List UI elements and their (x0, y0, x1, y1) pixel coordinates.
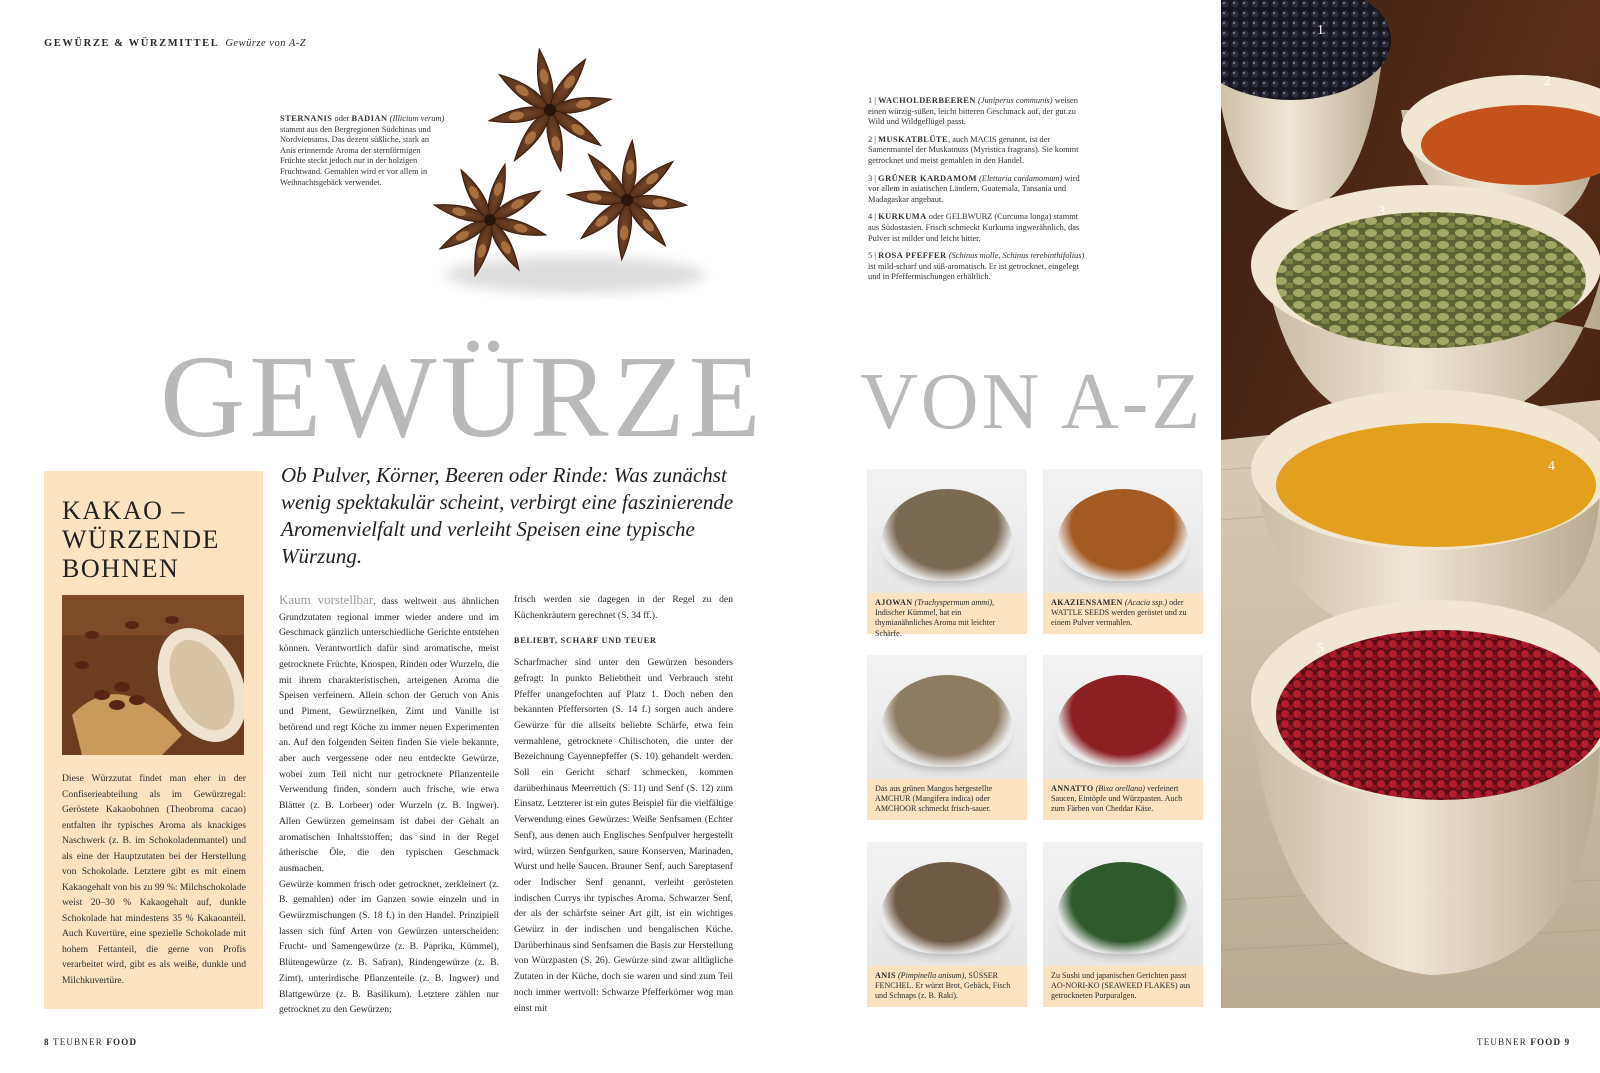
section-label: GEWÜRZE & WÜRZMITTEL (44, 38, 220, 49)
spice-tile-ao-nori-ko (1043, 842, 1203, 1007)
spice-bowls-photo (1221, 0, 1600, 1008)
spice-tile-amchur (867, 655, 1027, 820)
sidebar-title: KAKAO – WÜRZENDE BOHNEN (62, 496, 220, 583)
star-anise-image (405, 25, 725, 310)
sidebar-body: Diese Würzzutat findet man eher in der Confiserieabteilung als im Gewürzregal: Geröstete Kakaobohnen (Theobroma cacao) entfalten ihr typisches Aroma als knackiges Naschwerk (z. B. im Schokoladenmantel) und als eine der Hauptzutaten bei der Herstellung von Schokolade. Letztere gibt es mit einem Kakaogehalt von bis zu 99 %: Milchschokolade weist 20–30 % Kakaogehalt auf, dunkle Schokolade hat mindestens 35 % Kakaoanteil. Auch Kuvertüre, eine spezielle Schokolade mit hohem Fettanteil, die gerne von Profis verarbeitet wird, gibt es als weiße, dunkle und Milchkuvertüre. (62, 773, 246, 986)
body-column-1: Kaum vorstellbar, dass weltweit aus ähnlichen Grundzutaten regional immer wieder andere und im Geschmack gänzlich unterschiedliche Gerichte entstehen können. Verantwortlich dafür sind aromatische, meist getrocknete Früchte, Knospen, Rinden oder Wurzeln, die mit ihrem charakteristischen, arteigenen Aroma die Speisen verfeinern. Allein schon der Geruch von Anis und Piment, Gewürznelken, Zimt und Vanille ist betörend und regt Köche zu immer neuen Experimenten an. Auf den folgenden Seiten finden Sie viele bekannte, aber auch vergessene oder neu entdeckte Gewürze, wobei zum Teil nicht nur getrocknete Pflanzenteile Verwendung finden, sondern auch frische, wie etwa Blätter (z. B. Lorbeer) oder Wurzeln (z. B. Ingwer). Allen Gewürzen gemeinsam ist dabei der Gehalt an aromatischen Inhaltsstoffen; das sind in der Regel ätherische Öle, die den typischen Geschmack ausmachen. Gewürze kommen frisch oder getrocknet, zerkleinert (z. B. gemahlen) oder im Ganzen sowie einzeln und in Gewürzmischungen (S. 18 f.) in den Handel. Prinzipiell lassen sich fünf Arten von Gewürzen unterscheiden: Frucht- und Samengewürze (z. B. Paprika, Kümmel), Blütengewürze (z. B. Safran), Rindengewürze (z. B. Zimt), unterirdische Pflanzenteile (z. B. Ingwer) und Blattgewürze (z. B. Basilikum). Letztere zählen nur getrocknet zu den Gewürzen; (279, 592, 499, 1018)
cocoa-beans-image (62, 595, 244, 755)
folio-left: 8 TEUBNER FOOD (44, 1037, 138, 1047)
anise-caption: STERNANIS oder BADIAN (Illicium verum) stammt aus den Bergregionen Südchinas und Nordvietnams. Das dezent süßliche, stark an Anis erinnernde Aroma der sternförmigen Früchte steckt jedoch nur in der holzigen Fruchtwand. Gemahlen wird er vor allem in Weihnachtsgebäck verwendet. (280, 114, 445, 187)
annatto-caption: ANNATTO (Bixa orellana) verfeinert Saucen, Eintöpfe und Würzpasten. Auch zum Färben von Cheddar Käse. (1043, 779, 1203, 820)
ao-nori-ko-caption: Zu Sushi und japanischen Gerichten passt AO-NORI-KO (SEAWEED FLAKES) aus getrockneten Purpuralgen. (1043, 966, 1203, 1007)
col1-paragraph-2: Gewürze kommen frisch oder getrocknet, zerkleinert (z. B. gemahlen) oder im Ganzen sowie einzeln und in Gewürzmischungen (S. 18 f.) in den Handel. Prinzipiell lassen sich fünf Arten von Gewürzen unterscheiden: Frucht- und Samengewürze (z. B. Paprika, Kümmel), Blütengewürze (z. B. Safran), Rindengewürze (z. B. Zimt), unterirdische Pflanzenteile (z. B. Ingwer) und Blattgewürze (z. B. Basilikum). Letztere zählen nur getrocknet zu den Gewürzen; (279, 878, 499, 1016)
subheading: BELIEBT, SCHARF UND TEUER (514, 636, 657, 646)
spice-tile-annatto (1043, 655, 1203, 820)
col2-paragraph-0: frisch werden sie dagegen in der Regel zu den Küchenkräutern gerechnet (S. 34 ff.). (514, 594, 733, 621)
bowl-number-2: 2 (1544, 74, 1551, 89)
page-title-left: GEWÜRZE (160, 331, 765, 462)
bowl-number-5: 5 (1317, 641, 1324, 656)
bowl-note-4: 4 | KURKUMA oder GELBWURZ (Curcuma longa) stammt aus Südostasien. Frisch schmeckt Kurkuma ingwerähnlich, das Pulver ist milder und leicht bitter. (868, 212, 1080, 243)
bowl-number-3: 3 (1378, 204, 1385, 219)
page-number-right: 9 (1564, 1037, 1571, 1047)
bowl-note-2: 2 | MUSKATBLÜTE, auch MACIS genannt, ist der Samenmantel der Muskatnuss (Myristica fragrans). Sie kommt getrocknet und meist gemahlen in den Handel. (868, 134, 1079, 165)
folio-right: TEUBNER FOOD 9 (1477, 1037, 1571, 1047)
page-title-right: VON A-Z (860, 358, 1204, 446)
annatto-image (1043, 655, 1203, 779)
akaziensamen-caption: AKAZIENSAMEN (Acacia ssp.) oder WATTLE SEEDS werden geröstet und zu einem Pulver vermahlen. (1043, 593, 1203, 634)
running-header (44, 38, 306, 49)
ajowan-caption: AJOWAN (Trachyspermum ammi), Indischer Kümmel, hat ein thymianähnliches Aroma mit leichter Schärfe. (867, 593, 1027, 634)
dropcap-word: Kaum vorstellbar (279, 592, 374, 607)
ajowan-image (867, 469, 1027, 593)
col2-paragraph-1: Scharfmacher sind unter den Gewürzen besonders gefragt: In punkto Beliebtheit und Verbrauch steht Pfeffer unangefochten auf Platz 1. Doch neben den bekannten Pfeffersorten (S. 14 f.) sorgen auch andere Gewürze für die allseits beliebte Schärfe, etwa fein vermahlene, getrocknete Chilischoten, die unter der Bezeichnung Cayennepfeffer (S. 10) gehandelt werden. Soll ein Gericht scharf schmecken, kommen darüberhinaus Meerrettich (S. 11) und Senf (S. 12) zum Einsatz. Letzterer ist ein gutes Beispiel für die vielfältige Verwendung eines Gewürzes: Weiße Senfsamen (Echter Senf), aus denen auch Englisches Senfpulver hergestellt wird, würzen Senfgurken, saure Konserven, Marinaden, Wurst und helle Saucen. Brauner Senf, auch Sareptasenf oder Indischer Senf genannt, verleiht gerösteten indischen Currys ihr typisches Aroma. Schwarzer Senf, der als der schärfste seiner Art gilt, ist ein wichtiges Gewürz in der indischen und bengalischen Küche. Darüberhinaus sind Senfsamen die Basis zur Herstellung von Würzpasten (S. 26). Gewürze sind zwar alltägliche Zutaten in der Küche, doch sie waren und sind zum Teil noch immer wertvoll: Schwarze Pfefferkörner wog man einst mit (514, 657, 733, 1014)
amchur-caption: Das aus grünen Mangos hergestellte AMCHUR (Mangifera indica) oder AMCHOOR schmeckt frisch-sauer. (867, 779, 1027, 820)
bowl-note-1: 1 | WACHOLDERBEEREN (Juniperus communis) weisen einen würzig-süßen, leicht bitteren Geschmack auf, der gut zu Wild und Wildgeflügel passt. (868, 96, 1078, 127)
bowl-number-1: 1 (1317, 23, 1324, 38)
spice-tile-akaziensamen (1043, 469, 1203, 634)
anis-image (867, 842, 1027, 966)
body-column-2 (514, 592, 733, 1016)
cocoa-sidebar (44, 471, 263, 1009)
page-number-left: 8 (44, 1037, 50, 1047)
amchur-image (867, 655, 1027, 779)
ao-nori-ko-image (1043, 842, 1203, 966)
bowl-note-5: 5 | ROSA PFEFFER (Schinus molle, Schinus terebinthifolius) ist mild-scharf und süß-aromatisch. Er ist getrocknet, eingelegt und in Pfeffermischungen erhältlich. (868, 251, 1085, 282)
bowl-notes (868, 96, 1086, 290)
bowl-note-3: 3 | GRÜNER KARDAMOM (Elettaria cardamomum) wird vor allem in asiatischen Ländern, Guatemala, Tansania und Madagaskar angebaut. (868, 173, 1080, 204)
spice-tile-anis (867, 842, 1027, 1007)
anis-caption: ANIS (Pimpinella anisum), SÜSSER FENCHEL. Er würzt Brot, Gebäck, Fisch und Schnaps (z. B. Raki). (867, 966, 1027, 1007)
bowl-number-4: 4 (1548, 459, 1555, 474)
subsection-label: Gewürze von A-Z (225, 38, 307, 49)
lead-paragraph: Ob Pulver, Körner, Beeren oder Rinde: Was zunächst wenig spektakulär scheint, verbirgt eine faszinierende Aromenvielfalt und verleiht Speisen eine typische Würzung. (281, 463, 734, 568)
akaziensamen-image (1043, 469, 1203, 593)
spice-tile-ajowan (867, 469, 1027, 638)
